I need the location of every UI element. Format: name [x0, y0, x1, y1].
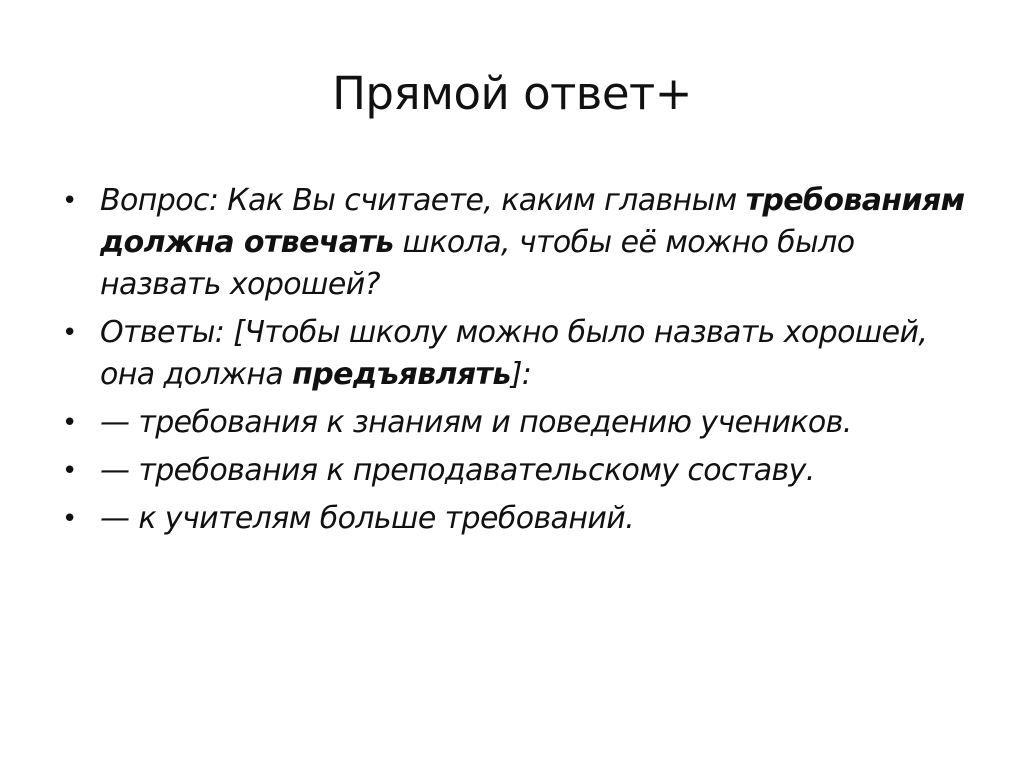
- bullet-item-answer-2: [60, 450, 980, 492]
- bullet-text: школа, чтобы её можно было назвать хорошей?: [100, 225, 855, 302]
- bullet-dot-icon: •: [62, 408, 77, 438]
- bullet-text-bold: требованиям должна отвечать: [100, 183, 965, 260]
- bullet-dot-icon: •: [62, 318, 77, 348]
- bullet-item-question: [60, 180, 980, 306]
- bullet-item-answer-3: [60, 498, 980, 540]
- slide-title: Прямой ответ+: [332, 67, 692, 120]
- bullet-text: ]:: [510, 357, 532, 392]
- bullet-item-answer-1: [60, 402, 980, 444]
- bullet-dot-icon: •: [62, 504, 77, 534]
- bullet-text: Вопрос: Как Вы считаете, каким главным: [100, 183, 746, 218]
- bullet-list: [60, 180, 980, 546]
- bullet-dot-icon: •: [62, 186, 77, 216]
- bullet-dot-icon: •: [62, 456, 77, 486]
- bullet-text: Ответы: [Чтобы школу можно было назвать хорошей, она должна: [100, 315, 928, 392]
- bullet-text: — требования к преподавательскому составу.: [100, 453, 815, 488]
- bullet-item-answers: [60, 312, 980, 396]
- bullet-text-bold: предъявлять: [292, 357, 511, 392]
- bullet-text: — требования к знаниям и поведению учеников.: [100, 405, 852, 440]
- bullet-text: — к учителям больше требований.: [100, 501, 635, 536]
